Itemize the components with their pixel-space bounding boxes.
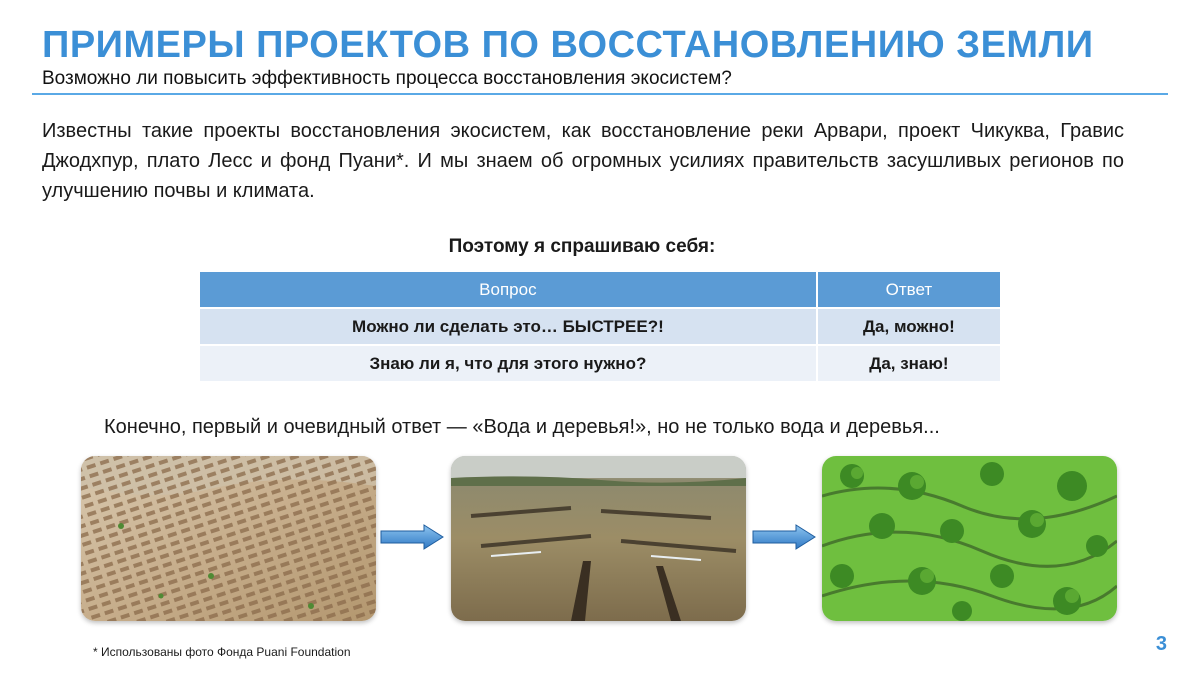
dry-terraced-hillside-photo [81,456,376,621]
photo-credit-footnote: * Использованы фото Фонда Puani Foundation [93,645,351,659]
green-restored-landscape-photo [822,456,1117,621]
table-row [200,308,1000,345]
question-heading: Поэтому я спрашиваю себя: [448,236,716,257]
column-header-question: Вопрос [200,272,817,308]
table-header-row [200,272,1000,308]
slide-subtitle: Возможно ли повысить эффективность процесса восстановления экосистем? [42,68,732,89]
page-number: 3 [1155,633,1167,655]
arrow-right-icon [380,524,444,550]
table-cell: Да, можно! [817,308,1000,345]
slide-title: ПРИМЕРЫ ПРОЕКТОВ ПО ВОССТАНОВЛЕНИЮ ЗЕМЛИ [42,24,1094,66]
column-header-answer: Ответ [817,272,1000,308]
table-cell: Да, знаю! [817,345,1000,381]
answer-statement: Конечно, первый и очевидный ответ — «Вода и деревья!», но не только вода и деревья... [104,416,940,438]
question-answer-table [200,272,1000,381]
table-row [200,345,1000,381]
intro-paragraph: Известны такие проекты восстановления экосистем, как восстановление реки Арвари, проект Чикуква, Гравис Джодхпур, плато Лесс и фонд Пуани*. И мы знаем об огромных усилиях правительств засушливых регионов по улучшению почвы и климата. [42,120,1124,202]
arrow-right-icon [752,524,816,550]
water-trenches-field-photo [451,456,746,621]
table-cell: Знаю ли я, что для этого нужно? [200,345,817,381]
header-divider [32,93,1168,95]
table-cell: Можно ли сделать это… БЫСТРЕЕ?! [200,308,817,345]
